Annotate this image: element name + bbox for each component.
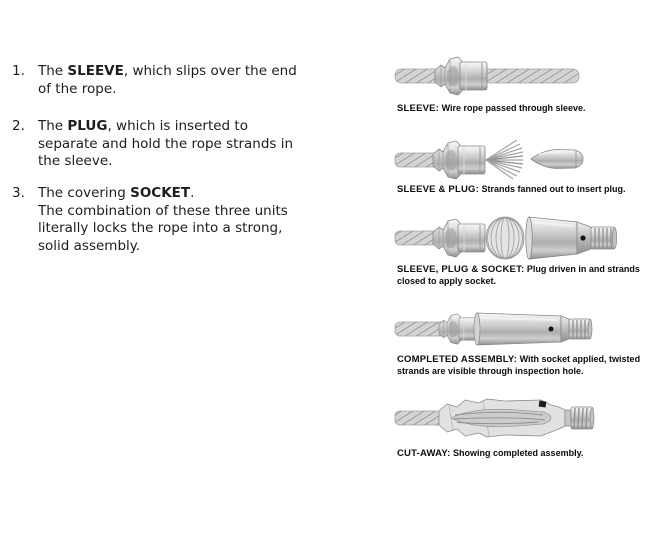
figure-caption-label: SLEEVE & PLUG: [397,184,479,195]
applied-socket-shape [474,313,592,345]
sleeve-plug-socket-illustration [393,214,625,262]
figure-caption: SLEEVE, PLUG & SOCKET: Plug driven in and strands closed to apply socket. [397,264,640,286]
threaded-stub [565,407,594,429]
figure-caption: SLEEVE: Wire rope passed through sleeve. [397,103,586,114]
figure-caption: COMPLETED ASSEMBLY: With socket applied, twisted strands are visible through inspection hole. [397,354,641,376]
completed-assembly-illustration [393,307,598,351]
figure-caption: SLEEVE & PLUG: Strands fanned out to insert plug. [397,184,626,195]
figure-caption-label: SLEEVE, PLUG & SOCKET: [397,264,525,275]
list-item-line: solid assembly. [38,237,141,254]
inspection-hole [580,235,585,240]
list-item-number: 2. [12,118,25,134]
closed-strands-bulb [486,217,524,259]
list-item-line: the sleeve. [38,153,113,169]
list-item-line: 1. The SLEEVE, which slips over the end [12,63,297,79]
list-item-line: literally locks the rope into a strong, [38,220,283,236]
list-item-number: 3. [12,185,25,201]
socket-shape [526,217,617,259]
sleeve-plug-illustration [393,137,591,183]
fanned-strands [486,140,523,179]
cut-away-illustration [393,394,598,442]
inspection-hole [549,327,554,332]
list-item [12,63,297,98]
figure-caption: CUT-AWAY: Showing completed assembly. [397,448,584,459]
list-item-number: 1. [12,63,25,79]
sleeve-illustration [393,54,583,98]
plug-shape [531,150,583,169]
list-item-line: The combination of these three units [38,202,288,219]
list-item-line: 2. The PLUG, which is inserted to [12,118,248,134]
list-item [12,185,288,255]
list-item [12,118,293,171]
list-item-line: separate and hold the rope strands in [38,135,294,152]
figure-caption-label: CUT-AWAY: [397,448,451,459]
list-item-line: of the rope. [38,80,117,97]
figure-caption-label: COMPLETED ASSEMBLY: [397,354,518,365]
list-item-line: 3. The covering SOCKET. [12,185,195,201]
figure-caption-label: SLEEVE: [397,103,440,114]
